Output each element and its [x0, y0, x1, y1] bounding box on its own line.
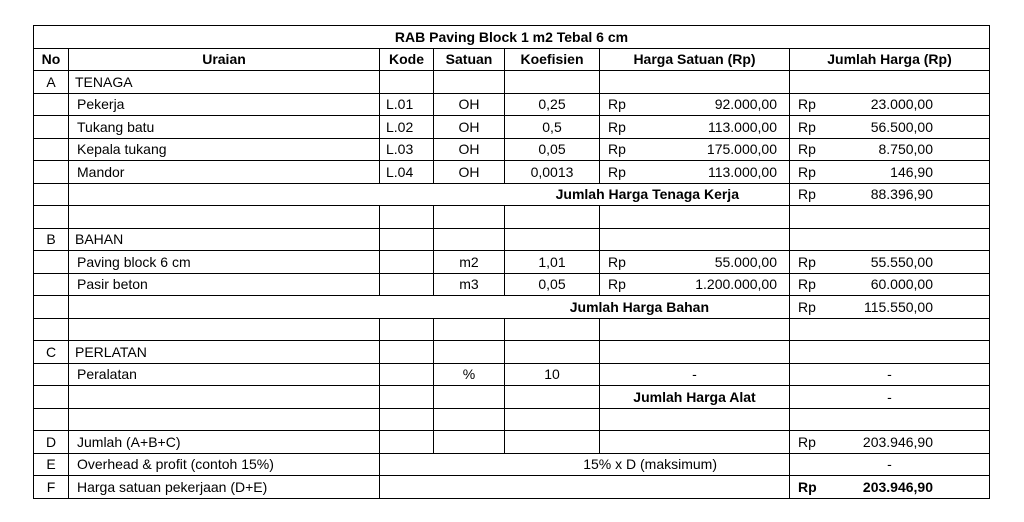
section-a-row [34, 71, 990, 94]
item-koefisien: 0,5 [505, 116, 600, 139]
d-value: 203.946,90 [862, 433, 933, 450]
table-row [34, 273, 990, 296]
summary-no: F [34, 476, 69, 499]
subtotal-label: Jumlah Harga Bahan [69, 296, 790, 319]
spacer-row [34, 318, 990, 341]
summary-formula: 15% x D (maksimum) [380, 453, 790, 476]
subtotal-value [790, 183, 990, 206]
item-kode: L.03 [380, 138, 434, 161]
jumlah-value: 8.750,00 [878, 141, 933, 158]
summary-value [790, 476, 990, 499]
item-koefisien: 0,05 [505, 138, 600, 161]
harga-value: 1.200.000,00 [695, 276, 777, 293]
header-koefisien: Koefisien [505, 48, 600, 71]
spacer-row [34, 206, 990, 229]
item-uraian: Pasir beton [69, 273, 380, 296]
item-jumlah-harga [790, 138, 990, 161]
header-harga-satuan: Harga Satuan (Rp) [600, 48, 790, 71]
currency-label: Rp [608, 163, 626, 180]
currency-label: Rp [608, 253, 626, 270]
jumlah-value: 60.000,00 [870, 276, 933, 293]
table-row [34, 161, 990, 184]
currency-label: Rp [798, 118, 816, 135]
summary-no: E [34, 453, 69, 476]
header-uraian: Uraian [69, 48, 380, 71]
item-kode [380, 251, 434, 274]
total-value: 115.550,00 [863, 298, 933, 315]
item-harga-satuan [600, 251, 790, 274]
currency-label: Rp [798, 253, 816, 270]
f-value: 203.946,90 [862, 478, 933, 495]
harga-value: 113.000,00 [707, 163, 777, 180]
section-no: B [34, 228, 69, 251]
rab-sheet [33, 25, 990, 499]
spacer-row [34, 408, 990, 431]
jumlah-value: 55.550,00 [870, 253, 933, 270]
table-row [34, 251, 990, 274]
summary-row-e [34, 453, 990, 476]
summary-label: Jumlah (A+B+C) [69, 431, 380, 454]
item-satuan: OH [434, 116, 505, 139]
currency-label: Rp [608, 118, 626, 135]
currency-label: Rp [798, 478, 817, 495]
item-satuan: OH [434, 138, 505, 161]
item-harga-satuan [600, 138, 790, 161]
subtotal-row [34, 386, 990, 409]
subtotal-label: Jumlah Harga Alat [600, 386, 790, 409]
table-row [34, 93, 990, 116]
jumlah-value: 56.500,00 [870, 118, 933, 135]
jumlah-value: 23.000,00 [870, 96, 933, 113]
section-no: C [34, 341, 69, 364]
subtotal-row [34, 296, 990, 319]
currency-label: Rp [798, 298, 816, 315]
header-row [34, 48, 990, 71]
item-uraian: Paving block 6 cm [69, 251, 380, 274]
currency-label: Rp [798, 96, 816, 113]
total-value: 88.396,90 [870, 186, 933, 203]
item-harga-satuan [600, 273, 790, 296]
item-jumlah-harga: - [790, 363, 990, 386]
item-kode: L.02 [380, 116, 434, 139]
item-satuan: OH [434, 161, 505, 184]
item-uraian: Mandor [69, 161, 380, 184]
table-row [34, 138, 990, 161]
currency-label: Rp [798, 276, 816, 293]
harga-value: 55.000,00 [714, 253, 777, 270]
item-koefisien: 0,05 [505, 273, 600, 296]
summary-label: Overhead & profit (contoh 15%) [69, 453, 380, 476]
currency-label: Rp [608, 141, 626, 158]
item-uraian: Pekerja [69, 93, 380, 116]
table-row [34, 116, 990, 139]
item-uraian: Kepala tukang [69, 138, 380, 161]
table-title: RAB Paving Block 1 m2 Tebal 6 cm [34, 26, 990, 49]
item-harga-satuan [600, 161, 790, 184]
item-satuan: m2 [434, 251, 505, 274]
summary-label: Harga satuan pekerjaan (D+E) [69, 476, 380, 499]
subtotal-value: - [790, 386, 990, 409]
item-koefisien: 10 [505, 363, 600, 386]
item-jumlah-harga [790, 251, 990, 274]
item-harga-satuan: - [600, 363, 790, 386]
section-label: BAHAN [69, 228, 380, 251]
item-uraian: Peralatan [69, 363, 380, 386]
section-c-row [34, 341, 990, 364]
item-satuan: % [434, 363, 505, 386]
header-satuan: Satuan [434, 48, 505, 71]
item-kode: L.01 [380, 93, 434, 116]
item-jumlah-harga [790, 273, 990, 296]
summary-row-f [34, 476, 990, 499]
summary-no: D [34, 431, 69, 454]
currency-label: Rp [798, 163, 816, 180]
item-harga-satuan [600, 116, 790, 139]
item-jumlah-harga [790, 93, 990, 116]
item-koefisien: 1,01 [505, 251, 600, 274]
summary-value [790, 431, 990, 454]
harga-value: 113.000,00 [707, 118, 777, 135]
item-kode: L.04 [380, 161, 434, 184]
item-harga-satuan [600, 93, 790, 116]
title-row [34, 26, 990, 49]
item-uraian: Tukang batu [69, 116, 380, 139]
item-jumlah-harga [790, 116, 990, 139]
item-satuan: OH [434, 93, 505, 116]
summary-row-d [34, 431, 990, 454]
currency-label: Rp [798, 186, 816, 203]
header-kode: Kode [380, 48, 434, 71]
harga-value: 175.000,00 [706, 141, 777, 158]
item-jumlah-harga [790, 161, 990, 184]
currency-label: Rp [608, 96, 626, 113]
item-satuan: m3 [434, 273, 505, 296]
harga-value: 92.000,00 [714, 96, 777, 113]
rab-table [33, 25, 990, 499]
table-row [34, 363, 990, 386]
item-kode [380, 273, 434, 296]
currency-label: Rp [798, 141, 816, 158]
subtotal-value [790, 296, 990, 319]
currency-label: Rp [608, 276, 626, 293]
item-koefisien: 0,25 [505, 93, 600, 116]
section-label: TENAGA [69, 71, 380, 94]
summary-value: - [790, 453, 990, 476]
jumlah-value: 146,90 [890, 163, 933, 180]
header-jumlah-harga: Jumlah Harga (Rp) [790, 48, 990, 71]
section-b-row [34, 228, 990, 251]
section-label: PERLATAN [69, 341, 380, 364]
subtotal-label: Jumlah Harga Tenaga Kerja [69, 183, 790, 206]
currency-label: Rp [798, 433, 816, 450]
section-no: A [34, 71, 69, 94]
item-koefisien: 0,0013 [505, 161, 600, 184]
header-no: No [34, 48, 69, 71]
subtotal-row [34, 183, 990, 206]
